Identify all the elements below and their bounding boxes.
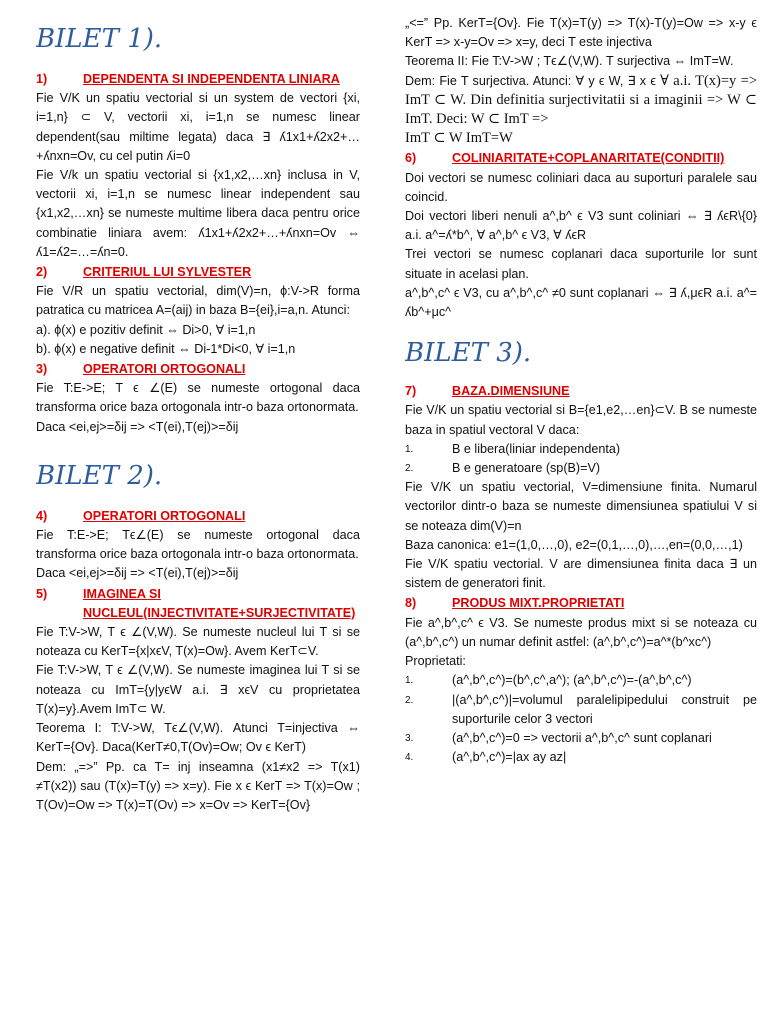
section-number: 7) bbox=[405, 384, 417, 399]
section-7-heading bbox=[405, 382, 757, 401]
paragraph: Baza canonica: e1=(1,0,…,0), e2=(0,1,…,0),…,en=(0,0,…,1) bbox=[405, 537, 743, 552]
section-3-heading bbox=[36, 360, 360, 379]
list-item bbox=[405, 440, 757, 459]
paragraph: Doi vectori liberi nenuli a^,b^ ϵ V3 sunt coliniari ⇔ ∃ ʎϵR\{0} a.i. a^=ʎ*b^, ∀ a^,b^ ϵ V3, ∀ ʎϵR bbox=[405, 209, 757, 243]
paragraph bbox=[405, 72, 757, 130]
paragraph: Fie V/R un spatiu vectorial, dim(V)=n, ϕ:V->R forma patratica cu matricea A=(aij) in baza B={ei},i=a,n. Atunci: bbox=[36, 284, 360, 318]
paragraph: Fie V/K spatiu vectorial. V are dimensiunea finita daca ∃ un sistem de generatori finit. bbox=[405, 557, 757, 591]
paragraph: a). ϕ(x) e pozitiv definit ⇔ Di>0, ∀ i=1,n bbox=[36, 322, 256, 337]
section-8-heading bbox=[405, 594, 757, 613]
section-title: CRITERIUL LUI SYLVESTER bbox=[83, 265, 252, 280]
paragraph: Fie V/K un spatiu vectorial si B={e1,e2,…en}⊂V. B se numeste baza in spatiul vectoral V daca: bbox=[405, 403, 757, 437]
paragraph: b). ϕ(x) e negative definit ⇔ Di-1*Di<0, ∀ i=1,n bbox=[36, 341, 296, 356]
left-column bbox=[36, 14, 360, 1016]
paragraph: Fie T:E->E; T ϵ ∠(E) se numeste ortogonal daca transforma orice baza ortogonala intr-o baza ortonormata. bbox=[36, 381, 360, 415]
paragraph: Trei vectori se numesc coplanari daca suporturile lor sunt situate in acelasi plan. bbox=[405, 247, 757, 281]
list-text: |(a^,b^,c^)|=volumul paralelipipedului construit pe suporturile celor 3 vectori bbox=[452, 692, 757, 726]
section-2-heading bbox=[36, 263, 360, 282]
section-number: 3) bbox=[36, 362, 48, 377]
section-title: PRODUS MIXT.PROPRIETATI bbox=[452, 596, 625, 611]
list-number: 2. bbox=[405, 463, 414, 475]
list-item bbox=[405, 459, 757, 478]
bilet-1-heading: BILET 1). bbox=[36, 24, 163, 54]
paragraph: Fie T:V->W, T ϵ ∠(V,W). Se numeste imaginea lui T si se noteaza cu ImT={y|yϵW a.i. ∃ xϵV cu proprietatea T(x)=y}.Avem ImT⊂ W. bbox=[36, 663, 360, 716]
paragraph: Fie a^,b^,c^ ϵ V3. Se numeste produs mixt si se noteaza cu (a^,b^,c^) un numar definit astfel: (a^,b^,c^)=a^*(b^xc^) bbox=[405, 615, 757, 649]
section-number: 4) bbox=[36, 508, 48, 523]
paragraph: Daca <ei,ej>=δij => <T(ei),T(ej)>=δij bbox=[36, 566, 239, 581]
section-title: IMAGINEA SI NUCLEUL(INJECTIVITATE+SURJECTIVITATE) bbox=[83, 586, 356, 620]
section-number: 6) bbox=[405, 151, 417, 166]
paragraph: a^,b^,c^ ϵ V3, cu a^,b^,c^ ≠0 sunt coplanari ⇔ ∃ ʎ,μϵR a.i. a^= ʎb^+μc^ bbox=[405, 285, 757, 320]
section-title: OPERATORI ORTOGONALI bbox=[83, 508, 246, 523]
paragraph: Fie V/K un spatiu vectorial, V=dimensiune finita. Numarul vectorilor dintr-o baza se numeste dimensiunea spatiului V si se noteaza dim(V)=n bbox=[405, 480, 757, 533]
paragraph: Doi vectori se numesc coliniari daca au suporturi paralele sau coincid. bbox=[405, 170, 757, 204]
section-5-heading bbox=[36, 585, 360, 623]
section-title: BAZA.DIMENSIUNE bbox=[452, 384, 570, 399]
section-title: DEPENDENTA SI INDEPENDENTA LINIARA bbox=[83, 72, 340, 86]
section-title: COLINIARITATE+COPLANARITATE(CONDITII) bbox=[452, 151, 725, 166]
paragraph: Proprietati: bbox=[405, 654, 466, 669]
paragraph: ImT ⊂ W ImT=W bbox=[405, 130, 513, 147]
paragraph: Fie T:V->W, T ϵ ∠(V,W). Se numeste nucleul lui T si se noteaza cu KerT={x|xϵV, T(x)=Ow}. Avem KerT⊂V. bbox=[36, 625, 360, 659]
list-item bbox=[405, 748, 757, 767]
text-run: ∀ a.i. T(x)=y => ImT ⊂ W. Din definitia surjectivitatii si a imaginii => W ⊂ ImT. Deci: W ⊂ ImT => bbox=[405, 72, 757, 128]
text-run: Dem: Fie T surjectiva. Atunci: ∀ y ϵ W, ∃ x ϵ bbox=[405, 73, 656, 88]
section-4-heading bbox=[36, 507, 360, 526]
list-text: B e generatoare (sp(B)=V) bbox=[452, 461, 601, 476]
paragraph: Fie V/k un spatiu vectorial si {x1,x2,…xn} inclusa in V, vectorii xi, i=1,n se numesc linear independent sau {x1,x2,…xn} se numeste multime libera daca pentru orice combinatie liniara avem: ʎ1x1+ʎ2x2+…+ʎnxn=Ov ⇔ ʎ1=ʎ2=…=ʎn=0. bbox=[36, 168, 360, 259]
list-number: 1. bbox=[405, 443, 414, 455]
bilet-2-heading: BILET 2). bbox=[36, 460, 163, 491]
list-text: (a^,b^,c^)=(b^,c^,a^); (a^,b^,c^)=-(a^,b^,c^) bbox=[452, 673, 692, 688]
list-item bbox=[405, 671, 757, 690]
list-item bbox=[405, 729, 757, 748]
paragraph: „<=” Pp. KerT={Ov}. Fie T(x)=T(y) => T(x)-T(y)=Ow => x-y ϵ KerT => x-y=Ov => x=y, deci T este injectiva bbox=[405, 16, 757, 50]
section-number: 2) bbox=[36, 265, 48, 280]
list-text: B e libera(liniar independenta) bbox=[452, 441, 621, 456]
section-number: 5) bbox=[36, 586, 48, 601]
section-6-heading bbox=[405, 149, 757, 168]
list-number: 1. bbox=[405, 675, 414, 687]
list-text: (a^,b^,c^)=|ax ay az| bbox=[452, 750, 567, 765]
paragraph: Fie V/K un spatiu vectorial si un system de vectori {xi, i=1,n} ⊂ V, vectorii xi, i=1,n se numesc linear dependent(sau miltime legata) daca ∃ ʎ1x1+ʎ2x2+…+ʎnxn=Ov, cu cel putin ʎi=0 bbox=[36, 91, 360, 163]
paragraph: Daca <ei,ej>=δij => <T(ei),T(ej)>=δij bbox=[36, 419, 239, 434]
list-item bbox=[405, 691, 757, 729]
paragraph: Teorema I: T:V->W, Tϵ∠(V,W). Atunci T=injectiva ⇔ KerT={Ov}. Daca(KerT≠0,T(Ov)=Ow; Ov ϵ KerT) bbox=[36, 721, 360, 755]
list-number: 2. bbox=[405, 694, 414, 706]
section-number: 8) bbox=[405, 596, 417, 611]
section-title: OPERATORI ORTOGONALI bbox=[83, 362, 246, 377]
list-number: 3. bbox=[405, 732, 414, 744]
paragraph: Dem: „=>” Pp. ca T= inj inseamna (x1≠x2 => T(x1) ≠T(x2)) sau (T(x)=T(y) => x=y). Fie x ϵ KerT => T(x)=Ow ; T(Ov)=Ow => T(x)=T(Ov) => x=Ov => KerT={Ov} bbox=[36, 759, 360, 812]
section-1-heading bbox=[36, 70, 360, 89]
bilet-3-heading: BILET 3). bbox=[405, 338, 532, 369]
section-number: 1) bbox=[36, 72, 48, 86]
right-column bbox=[405, 14, 757, 1016]
paragraph: Teorema II: Fie T:V->W ; Tϵ∠(V,W). T surjectiva ⇔ ImT=W. bbox=[405, 54, 734, 69]
paragraph: Fie T:E->E; Tϵ∠(E) se numeste ortogonal daca transforma orice baza ortogonala intr-o baza ortonormata. bbox=[36, 528, 360, 562]
list-number: 4. bbox=[405, 752, 414, 764]
list-text: (a^,b^,c^)=0 => vectorii a^,b^,c^ sunt coplanari bbox=[452, 730, 712, 745]
